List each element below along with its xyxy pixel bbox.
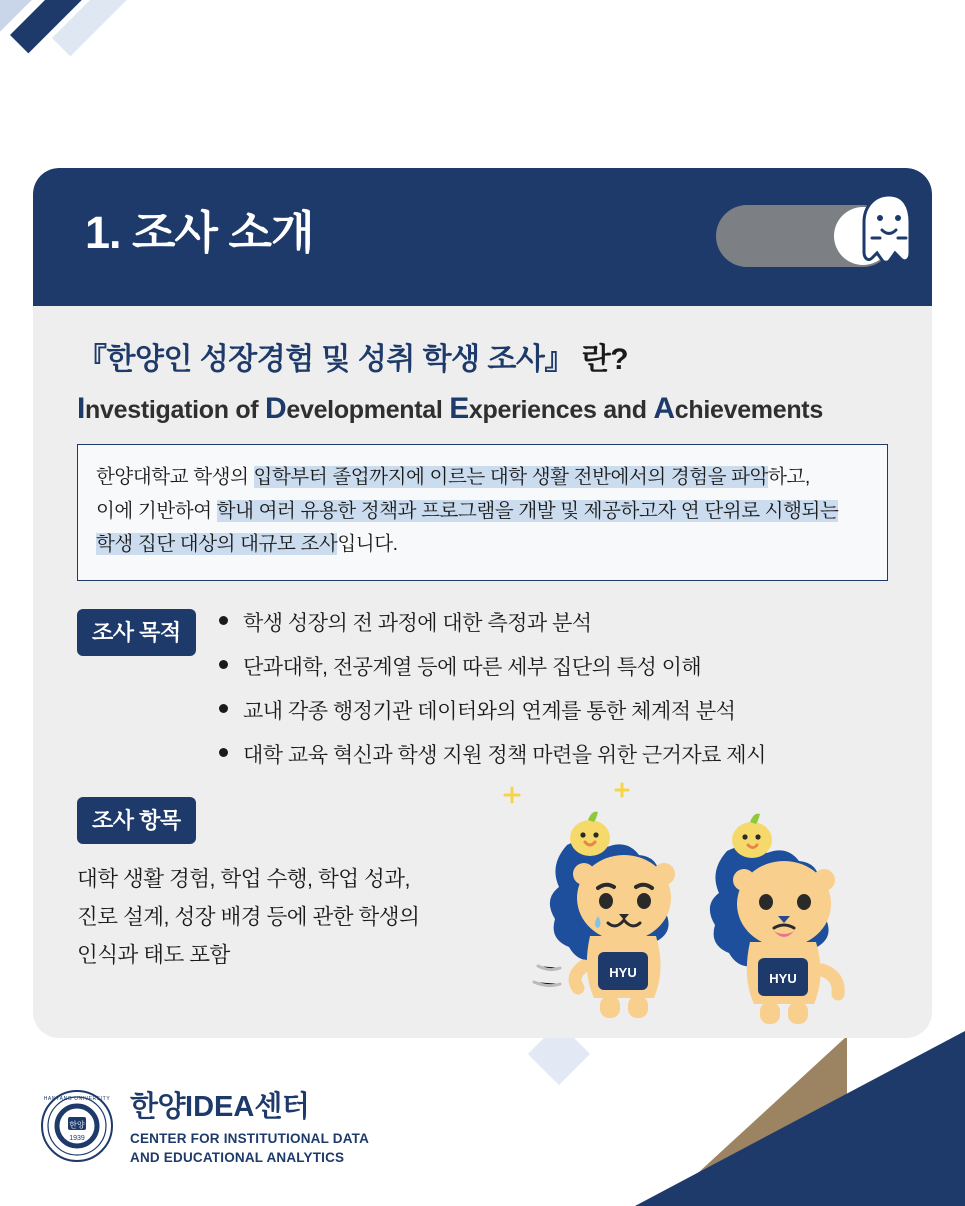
footer-eng-line-1: CENTER FOR INSTITUTIONAL DATA: [130, 1131, 370, 1147]
card-header: [33, 168, 932, 306]
footer-brand-idea: IDEA: [185, 1091, 255, 1124]
footer-text-block: [130, 1084, 369, 1168]
callout-text: 한양대학교 학생의: [96, 466, 254, 488]
callout-highlight: 입학부터 졸업까지에 이르는 대학 생활 전반에서의 경험을 파악: [253, 466, 769, 488]
subtitle-cap-3: E: [449, 392, 469, 425]
subtitle-cap-1: I: [77, 392, 86, 425]
subtitle-cap-4: A: [653, 392, 675, 425]
purpose-list: [213, 607, 888, 783]
chick-icon-left: [570, 812, 610, 856]
callout-line-3: [96, 528, 869, 562]
callout-text: 이에 기반하여: [96, 499, 217, 522]
lion-mascot-right: [710, 814, 838, 1024]
sparkle-icon: [505, 784, 628, 802]
list-item: 대학 교육 혁신과 학생 지원 정책 마련을 위한 근거자료 제시: [243, 739, 888, 769]
callout-line-1: [96, 461, 869, 495]
list-item: 교내 각종 행정기관 데이터와의 연계를 통한 체계적 분석: [243, 695, 888, 725]
seal-top-text: HANYANG UNIVERSITY: [43, 1096, 111, 1103]
callout-text: 하고,: [768, 466, 810, 488]
subtitle-rest-3: xperiences and: [468, 396, 654, 424]
subtitle-rest-1: nvestigation of: [85, 396, 265, 424]
survey-items-tag: 조사 항목: [77, 797, 196, 844]
english-subtitle: [77, 392, 888, 426]
footer-brand-korean: 한양: [130, 1091, 186, 1124]
slide-card: [33, 168, 932, 1038]
survey-items-text: [77, 860, 507, 975]
purpose-tag: 조사 목적: [77, 609, 196, 656]
subtitle-rest-2: evelopmental: [286, 396, 450, 424]
footer-brand: [130, 1084, 369, 1125]
lion-mascot-left: [534, 812, 675, 1018]
list-item: 학생 성장의 전 과정에 대한 측정과 분석: [243, 607, 888, 637]
decorative-corner-navy: [635, 1031, 965, 1206]
main-heading: [77, 334, 888, 378]
lion-mascots-illustration: [472, 770, 902, 1030]
university-seal-icon: [40, 1089, 114, 1163]
main-heading-suffix: 란?: [573, 343, 629, 376]
callout-line-2: [96, 495, 869, 529]
callout-highlight: 학내 여러 유용한 정책과 프로그램을 개발 및 제공하고자 연 단위로 시행되는: [216, 499, 839, 522]
mascot-jersey-label-right: HYU: [769, 971, 797, 986]
footer-brand-center: 센터: [254, 1091, 310, 1124]
list-item: 단과대학, 전공계열 등에 따른 세부 집단의 특성 이해: [243, 651, 888, 681]
callout-highlight: 학생 집단 대상의 대규모 조사: [96, 533, 338, 556]
subtitle-rest-4: chievements: [674, 396, 823, 424]
subtitle-cap-2: D: [264, 392, 287, 425]
ghost-mascot-icon: [856, 192, 922, 268]
footer-english-name: [130, 1130, 369, 1168]
mascot-jersey-label-left: HYU: [609, 965, 637, 980]
purpose-section: [77, 607, 888, 783]
chick-icon-right: [732, 814, 772, 858]
survey-items-line-3: 인식과 태도 포함: [77, 943, 230, 968]
survey-items-line-2: 진로 설계, 성장 배경 등에 관한 학생의: [77, 904, 420, 929]
callout-text: 입니다.: [337, 533, 398, 556]
survey-items-line-1: 대학 생활 경험, 학업 수행, 학업 성과,: [77, 866, 411, 891]
footer-eng-line-2: AND EDUCATIONAL ANALYTICS: [130, 1150, 345, 1166]
footer-logo: [40, 1084, 369, 1168]
main-heading-quoted: 『한양인 성장경험 및 성취 학생 조사』: [77, 343, 574, 376]
purpose-tag-column: [77, 607, 213, 783]
definition-callout: [77, 444, 888, 581]
seal-year-text: 1939: [69, 1135, 85, 1143]
seal-center-text: 한양: [69, 1120, 85, 1130]
page-title: 1. 조사 소개: [85, 207, 314, 258]
